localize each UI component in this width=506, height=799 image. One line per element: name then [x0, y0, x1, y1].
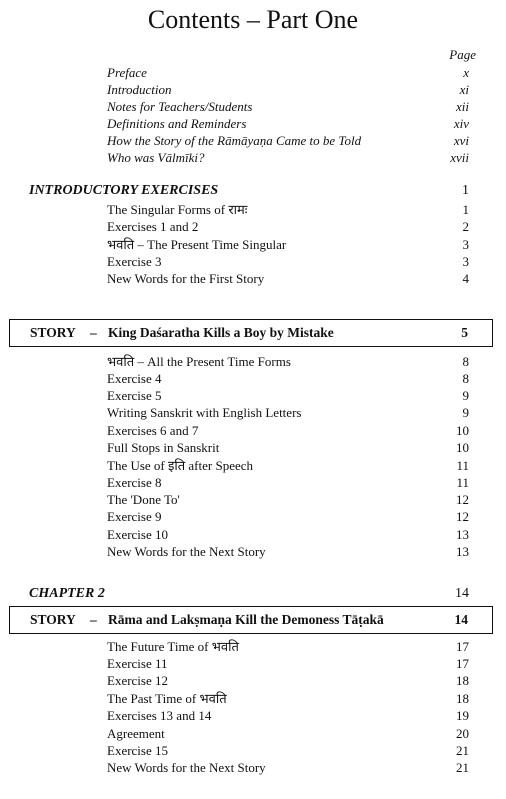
toc-entry[interactable]: [107, 707, 469, 724]
toc-entry-label: Exercise 4: [107, 371, 162, 386]
toc-entry[interactable]: [107, 474, 469, 491]
toc-entry-label: Who was Vālmīki?: [107, 150, 205, 165]
toc-entry-page: xii: [456, 99, 469, 114]
toc-entry[interactable]: [107, 387, 469, 404]
toc-entry-page: 11: [456, 458, 469, 473]
toc-entry[interactable]: [107, 672, 469, 689]
toc-entry-page: 8: [462, 354, 469, 369]
toc-entry-page: 21: [456, 760, 469, 775]
toc-entry[interactable]: [107, 725, 469, 742]
story-heading-1[interactable]: [9, 319, 493, 347]
toc-entry-label: भवति – The Present Time Singular: [107, 237, 287, 252]
toc-entry-label: Exercise 8: [107, 475, 162, 490]
section-heading-label: INTRODUCTORY EXERCISES: [29, 183, 219, 198]
page-column-header: Page: [449, 47, 476, 62]
toc-entry[interactable]: [107, 543, 469, 560]
toc-entry-label: The Future Time of भवति: [107, 639, 239, 654]
toc-entry[interactable]: [107, 404, 469, 421]
story-title: King Daśaratha Kills a Boy by Mistake: [108, 325, 334, 340]
toc-entry-page: 12: [456, 509, 469, 524]
toc-entry-page: xiv: [453, 116, 469, 131]
toc-entry[interactable]: [107, 115, 469, 132]
toc-entry-page: 10: [456, 423, 469, 438]
toc-entry-page: 1: [462, 202, 469, 217]
section-heading-introductory[interactable]: [29, 182, 469, 200]
toc-entry-page: 9: [462, 405, 469, 420]
toc-entry-label: Exercises 13 and 14: [107, 708, 212, 723]
toc-entry[interactable]: [107, 742, 469, 759]
section-heading-label: CHAPTER 2: [29, 586, 105, 601]
toc-entry[interactable]: [107, 370, 469, 387]
toc-entry-page: 4: [462, 271, 469, 286]
toc-entry-page: 18: [456, 691, 469, 706]
toc-entry-page: 10: [456, 440, 469, 455]
story-page: 14: [454, 612, 468, 627]
toc-entry-label: New Words for the Next Story: [107, 760, 266, 775]
toc-entry[interactable]: [107, 690, 469, 707]
toc-entry-page: 13: [456, 544, 469, 559]
toc-entry-label: Exercise 3: [107, 254, 162, 269]
toc-entry-label: New Words for the First Story: [107, 271, 265, 286]
toc-entry-page: xvi: [453, 133, 469, 148]
toc-entry[interactable]: [107, 98, 469, 115]
toc-entry-label: The Use of इति after Speech: [107, 458, 254, 473]
toc-entry-page: 18: [456, 673, 469, 688]
toc-entry-page: 3: [462, 237, 469, 252]
story-title: Rāma and Lakṣmaṇa Kill the Demoness Tāṭakā: [108, 612, 384, 627]
toc-entry-label: How the Story of the Rāmāyaṇa Came to be Told: [107, 133, 362, 148]
story-label: STORY: [30, 325, 76, 340]
toc-entry-label: भवति – All the Present Time Forms: [107, 354, 291, 369]
toc-entry-page: 21: [456, 743, 469, 758]
toc-entry-label: Full Stops in Sanskrit: [107, 440, 220, 455]
toc-entry-page: 11: [456, 475, 469, 490]
toc-entry[interactable]: [107, 457, 469, 474]
story-dash: –: [90, 325, 97, 340]
toc-entry-page: 12: [456, 492, 469, 507]
toc-entry-label: Exercise 11: [107, 656, 168, 671]
toc-entry-label: The Past Time of भवति: [107, 691, 227, 706]
toc-entry[interactable]: [107, 270, 469, 287]
section-heading-chapter-2[interactable]: [29, 585, 469, 603]
story-page: 5: [461, 325, 468, 340]
toc-entry-label: Exercises 1 and 2: [107, 219, 199, 234]
toc-entry-label: Exercises 6 and 7: [107, 423, 199, 438]
toc-entry-page: 17: [456, 639, 469, 654]
toc-entry[interactable]: [107, 439, 469, 456]
toc-entry[interactable]: [107, 526, 469, 543]
toc-entry[interactable]: [107, 491, 469, 508]
toc-entry-label: The 'Done To': [107, 492, 180, 507]
toc-entry-label: The Singular Forms of रामः: [107, 202, 248, 217]
toc-entry-label: Exercise 15: [107, 743, 169, 758]
toc-entry-label: Writing Sanskrit with English Letters: [107, 405, 302, 420]
toc-entry[interactable]: [107, 655, 469, 672]
toc-entry-page: 19: [456, 708, 469, 723]
toc-entry-page: xvii: [450, 150, 469, 165]
toc-entry-page: 17: [456, 656, 469, 671]
toc-entry-page: 8: [462, 371, 469, 386]
toc-entry-label: Exercise 10: [107, 527, 169, 542]
toc-entry[interactable]: [107, 64, 469, 81]
toc-entry-label: New Words for the Next Story: [107, 544, 266, 559]
toc-entry-page: 20: [456, 726, 469, 741]
toc-entry[interactable]: [107, 81, 469, 98]
toc-entry[interactable]: [107, 236, 469, 253]
toc-entry-page: 3: [462, 254, 469, 269]
page-title: Contents – Part One: [147, 5, 359, 34]
toc-entry-label: Exercise 5: [107, 388, 162, 403]
toc-entry-label: Exercise 9: [107, 509, 162, 524]
toc-entry[interactable]: [107, 638, 469, 655]
toc-entry-page: 13: [456, 527, 469, 542]
story-label: STORY: [30, 612, 76, 627]
story-heading-2[interactable]: [9, 606, 493, 634]
toc-entry[interactable]: [107, 759, 469, 776]
toc-entry-label: Definitions and Reminders: [107, 116, 247, 131]
toc-entry[interactable]: [107, 132, 469, 149]
section-heading-page: 14: [455, 586, 469, 601]
toc-entry[interactable]: [107, 218, 469, 235]
toc-entry[interactable]: [107, 201, 469, 218]
story-dash: –: [90, 612, 97, 627]
toc-entry-label: Preface: [107, 65, 147, 80]
toc-entry-label: Introduction: [107, 82, 172, 97]
toc-entry-page: xi: [459, 82, 469, 97]
toc-entry[interactable]: [107, 508, 469, 525]
toc-entry-label: Notes for Teachers/Students: [107, 99, 253, 114]
section-heading-page: 1: [462, 183, 469, 198]
toc-entry-label: Exercise 12: [107, 673, 169, 688]
toc-entry[interactable]: [107, 149, 469, 166]
toc-entry[interactable]: [107, 422, 469, 439]
toc-entry[interactable]: [107, 353, 469, 370]
toc-entry-page: 9: [462, 388, 469, 403]
toc-entry-label: Agreement: [107, 726, 165, 741]
toc-entry-page: 2: [462, 219, 469, 234]
toc-entry[interactable]: [107, 253, 469, 270]
toc-entry-page: x: [463, 65, 469, 80]
